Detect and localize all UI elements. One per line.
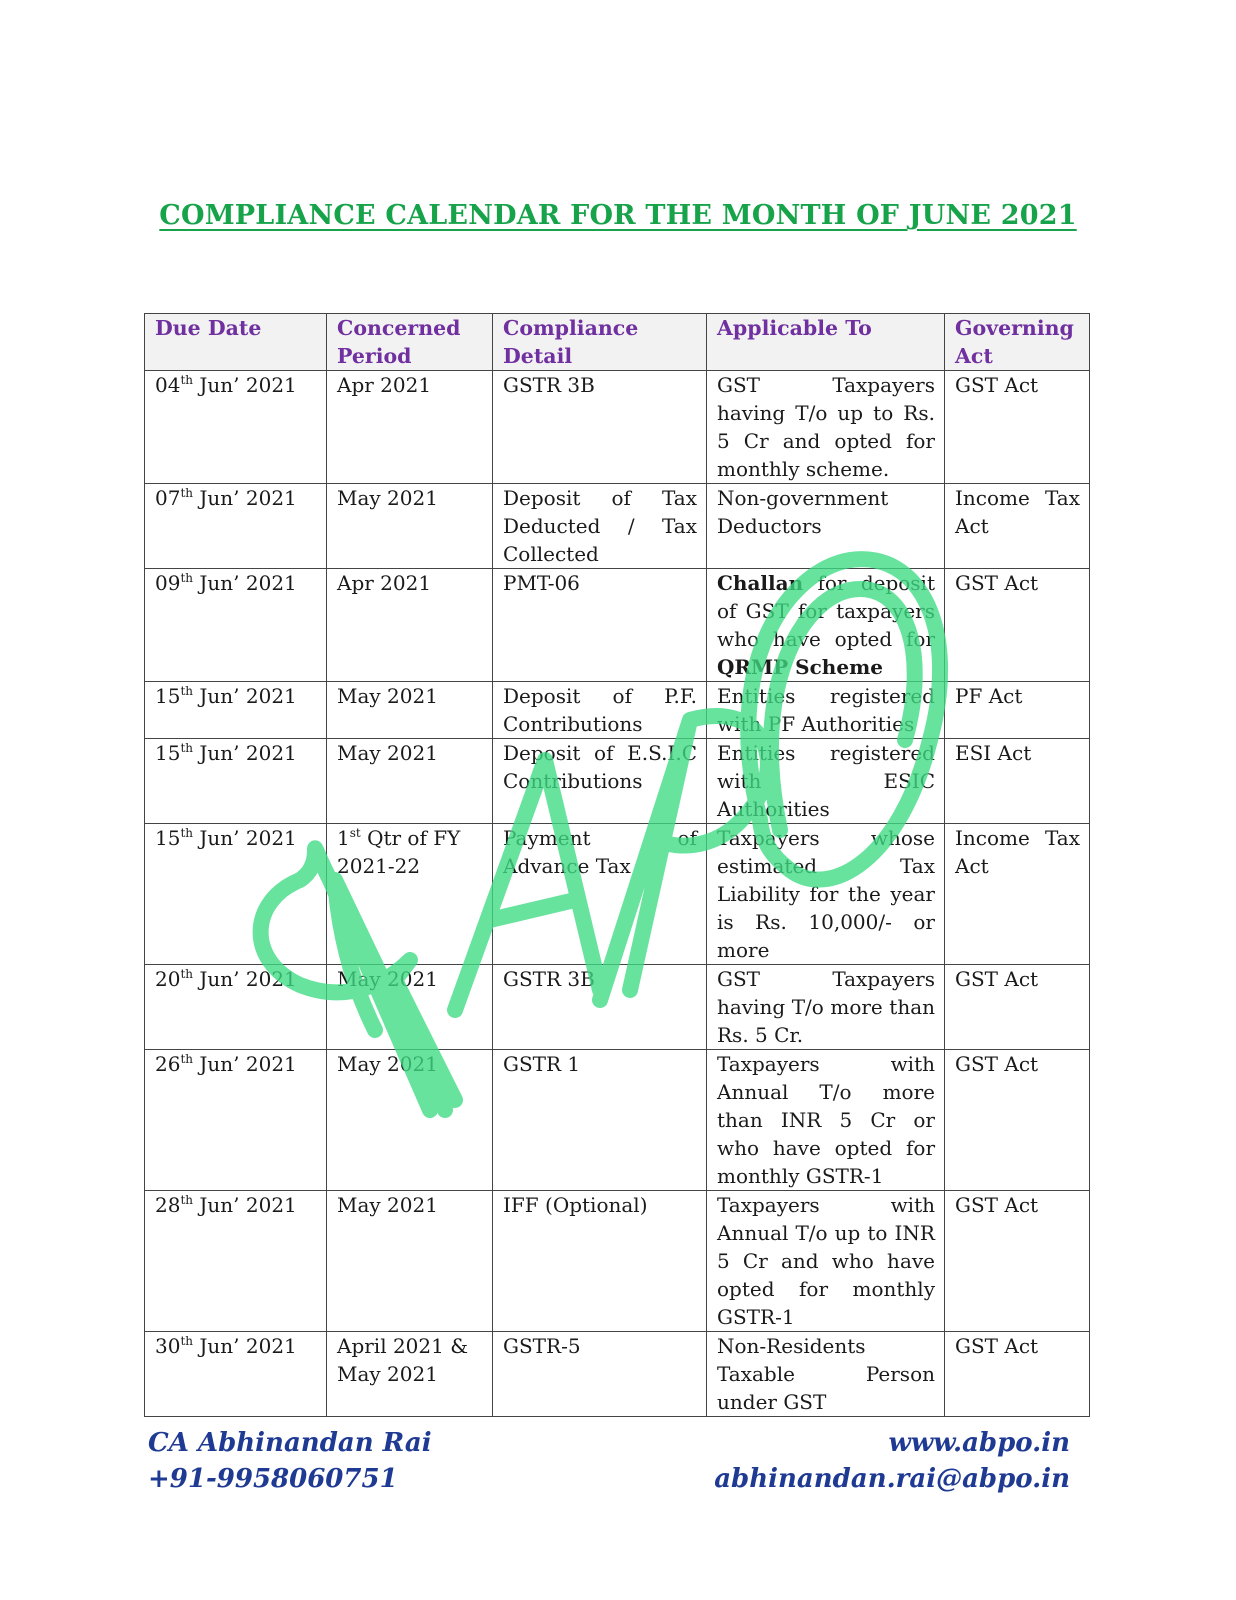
- due-day-suffix: th: [180, 571, 194, 585]
- header-concerned-period: Concerned Period: [327, 314, 493, 371]
- due-day: 09: [155, 571, 181, 595]
- footer-phone[interactable]: +91-9958060751: [148, 1464, 398, 1494]
- period-text: May 2021: [337, 1052, 438, 1076]
- due-month-year: Jun’ 2021: [193, 1193, 297, 1217]
- cell-due-date: [145, 739, 327, 824]
- cell-due-date: [145, 1050, 327, 1191]
- cell-compliance-detail: GSTR 1: [493, 1050, 707, 1191]
- table-row: [145, 1050, 1090, 1191]
- cell-due-date: [145, 484, 327, 569]
- cell-due-date: [145, 965, 327, 1050]
- cell-due-date: [145, 824, 327, 965]
- cell-governing-act: ESI Act: [945, 739, 1090, 824]
- table-header-row: [145, 314, 1090, 371]
- cell-concerned-period: [327, 739, 493, 824]
- cell-compliance-detail: GSTR 3B: [493, 965, 707, 1050]
- cell-governing-act: GST Act: [945, 965, 1090, 1050]
- table-row: [145, 1332, 1090, 1417]
- cell-applicable-to: Entities registered with PF Authorities: [707, 682, 945, 739]
- period-text: May 2021: [337, 486, 438, 510]
- cell-applicable-to: GST Taxpayers having T/o more than Rs. 5 Cr.: [707, 965, 945, 1050]
- cell-concerned-period: [327, 569, 493, 682]
- cell-concerned-period: [327, 824, 493, 965]
- cell-concerned-period: [327, 1332, 493, 1417]
- period-text: 1: [337, 826, 350, 850]
- cell-governing-act: GST Act: [945, 1332, 1090, 1417]
- header-governing-act: Governing Act: [945, 314, 1090, 371]
- due-day-suffix: th: [180, 1334, 194, 1348]
- compliance-table: [144, 313, 1090, 1417]
- table-row: [145, 824, 1090, 965]
- table-row: [145, 1191, 1090, 1332]
- cell-due-date: [145, 1191, 327, 1332]
- due-day: 20: [155, 967, 181, 991]
- cell-concerned-period: [327, 965, 493, 1050]
- table-row: [145, 484, 1090, 569]
- table-row: [145, 682, 1090, 739]
- cell-compliance-detail: GSTR-5: [493, 1332, 707, 1417]
- cell-compliance-detail: Deposit of Tax Deducted / Tax Collected: [493, 484, 707, 569]
- due-day-suffix: th: [180, 684, 194, 698]
- cell-concerned-period: [327, 484, 493, 569]
- compliance-table-container: [144, 313, 1089, 1417]
- due-day-suffix: th: [180, 826, 194, 840]
- period-rest: Qtr of FY 2021-22: [337, 826, 461, 878]
- cell-due-date: [145, 1332, 327, 1417]
- cell-applicable-to: Non-government Deductors: [707, 484, 945, 569]
- cell-compliance-detail: Deposit of P.F. Contributions: [493, 682, 707, 739]
- cell-concerned-period: [327, 1050, 493, 1191]
- applicable-bold-challan: Challan: [717, 571, 804, 595]
- cell-due-date: [145, 569, 327, 682]
- cell-concerned-period: [327, 1191, 493, 1332]
- header-compliance-detail: Compliance Detail: [493, 314, 707, 371]
- period-text: May 2021: [337, 684, 438, 708]
- period-text: Apr 2021: [337, 571, 432, 595]
- due-day-suffix: th: [180, 967, 194, 981]
- due-day: 04: [155, 373, 181, 397]
- period-suffix: st: [349, 826, 361, 840]
- table-row: [145, 569, 1090, 682]
- cell-governing-act: GST Act: [945, 371, 1090, 484]
- table-row: [145, 371, 1090, 484]
- cell-concerned-period: [327, 371, 493, 484]
- header-applicable-to: Applicable To: [707, 314, 945, 371]
- cell-compliance-detail: PMT-06: [493, 569, 707, 682]
- due-month-year: Jun’ 2021: [193, 1334, 297, 1358]
- due-day-suffix: th: [180, 1052, 194, 1066]
- applicable-bold-scheme: QRMP Scheme: [717, 655, 883, 679]
- due-month-year: Jun’ 2021: [193, 967, 297, 991]
- due-month-year: Jun’ 2021: [193, 571, 297, 595]
- footer-name: CA Abhinandan Rai: [148, 1428, 432, 1458]
- cell-compliance-detail: Payment of Advance Tax: [493, 824, 707, 965]
- due-day: 30: [155, 1334, 181, 1358]
- due-month-year: Jun’ 2021: [193, 684, 297, 708]
- cell-applicable-to: Entities registered with ESIC Authorities: [707, 739, 945, 824]
- cell-compliance-detail: Deposit of E.S.I.C Contributions: [493, 739, 707, 824]
- due-day: 15: [155, 826, 181, 850]
- footer-contact-right: [714, 1425, 1070, 1497]
- cell-compliance-detail: GSTR 3B: [493, 371, 707, 484]
- cell-governing-act: Income Tax Act: [945, 484, 1090, 569]
- period-text: May 2021: [337, 1193, 438, 1217]
- due-day-suffix: th: [180, 1193, 194, 1207]
- table-body: [145, 371, 1090, 1417]
- cell-governing-act: GST Act: [945, 1050, 1090, 1191]
- due-day: 07: [155, 486, 181, 510]
- table-row: [145, 739, 1090, 824]
- due-month-year: Jun’ 2021: [193, 1052, 297, 1076]
- header-due-date: Due Date: [145, 314, 327, 371]
- cell-governing-act: GST Act: [945, 569, 1090, 682]
- due-day-suffix: th: [180, 741, 194, 755]
- due-month-year: Jun’ 2021: [193, 373, 297, 397]
- due-day-suffix: th: [180, 373, 194, 387]
- footer-email-link[interactable]: abhinandan.rai@abpo.in: [714, 1464, 1070, 1494]
- table-row: [145, 965, 1090, 1050]
- applicable-text: for deposit of GST for taxpayers who have opted for: [717, 571, 935, 651]
- cell-applicable-to: Taxpayers with Annual T/o more than INR 5 Cr or who have opted for monthly GSTR-1: [707, 1050, 945, 1191]
- cell-applicable-to: [707, 569, 945, 682]
- period-text: May 2021: [337, 967, 438, 991]
- due-month-year: Jun’ 2021: [193, 741, 297, 765]
- cell-concerned-period: [327, 682, 493, 739]
- cell-governing-act: PF Act: [945, 682, 1090, 739]
- cell-governing-act: Income Tax Act: [945, 824, 1090, 965]
- period-text: Apr 2021: [337, 373, 432, 397]
- cell-applicable-to: Non-Residents Taxable Person under GST: [707, 1332, 945, 1417]
- page-title: COMPLIANCE CALENDAR FOR THE MONTH OF JUNE 2021: [159, 200, 1077, 231]
- cell-governing-act: GST Act: [945, 1191, 1090, 1332]
- due-day: 15: [155, 684, 181, 708]
- cell-applicable-to: GST Taxpayers having T/o up to Rs. 5 Cr and opted for monthly scheme.: [707, 371, 945, 484]
- cell-compliance-detail: IFF (Optional): [493, 1191, 707, 1332]
- due-month-year: Jun’ 2021: [193, 486, 297, 510]
- due-day: 28: [155, 1193, 181, 1217]
- cell-due-date: [145, 371, 327, 484]
- period-text: May 2021: [337, 741, 438, 765]
- due-day: 26: [155, 1052, 181, 1076]
- footer-website-link[interactable]: www.abpo.in: [888, 1428, 1070, 1458]
- due-day: 15: [155, 741, 181, 765]
- cell-applicable-to: Taxpayers with Annual T/o up to INR 5 Cr and who have opted for monthly GSTR-1: [707, 1191, 945, 1332]
- footer-contact-left: [148, 1425, 432, 1497]
- due-day-suffix: th: [180, 486, 194, 500]
- due-month-year: Jun’ 2021: [193, 826, 297, 850]
- cell-applicable-to: Taxpayers whose estimated Tax Liability for the year is Rs. 10,000/- or more: [707, 824, 945, 965]
- cell-due-date: [145, 682, 327, 739]
- period-text: April 2021 & May 2021: [337, 1334, 469, 1386]
